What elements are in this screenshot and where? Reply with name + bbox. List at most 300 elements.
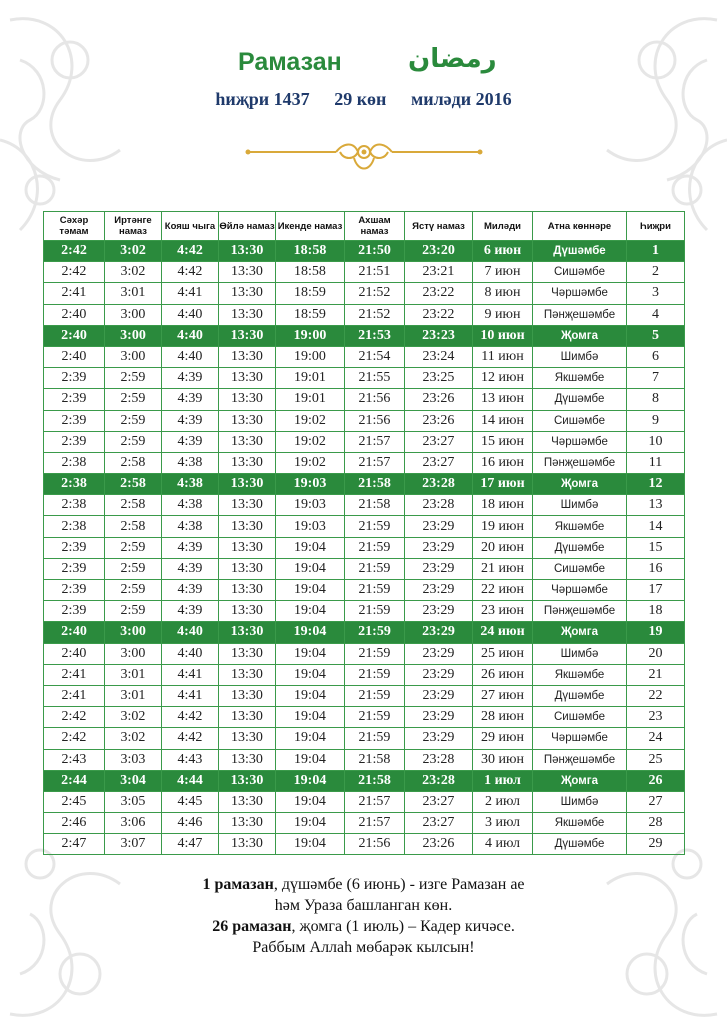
gregorian-date-cell: 6 июн [473, 241, 533, 262]
sahar-end-cell: 2:42 [44, 728, 105, 749]
morning-prayer-cell: 2:59 [105, 431, 162, 452]
hijri-day-cell: 15 [627, 537, 685, 558]
noon-prayer-cell: 13:30 [219, 325, 276, 346]
noon-prayer-cell: 13:30 [219, 368, 276, 389]
afternoon-prayer-cell: 19:03 [276, 474, 345, 495]
morning-prayer-cell: 2:59 [105, 558, 162, 579]
sunrise-cell: 4:40 [162, 325, 219, 346]
noon-prayer-cell: 13:30 [219, 431, 276, 452]
table-row [44, 431, 685, 452]
sahar-end-cell: 2:40 [44, 622, 105, 643]
evening-prayer-cell: 21:59 [345, 558, 405, 579]
hijri-day-cell: 18 [627, 601, 685, 622]
table-header-row [44, 212, 685, 241]
column-header: Сәхәр тәмам [44, 212, 105, 241]
evening-prayer-cell: 21:53 [345, 325, 405, 346]
noon-prayer-cell: 13:30 [219, 410, 276, 431]
sahar-end-cell: 2:41 [44, 685, 105, 706]
weekday-cell: Пәнҗешәмбе [533, 452, 627, 473]
night-prayer-cell: 23:29 [405, 707, 473, 728]
footer-line-2: һәм Ураза башланган көн. [274, 897, 453, 914]
sunrise-cell: 4:41 [162, 283, 219, 304]
gregorian-date-cell: 25 июн [473, 643, 533, 664]
evening-prayer-cell: 21:57 [345, 431, 405, 452]
morning-prayer-cell: 3:00 [105, 643, 162, 664]
weekday-cell: Дүшәмбе [533, 537, 627, 558]
weekday-cell: Дүшәмбе [533, 241, 627, 262]
table-row [44, 537, 685, 558]
sunrise-cell: 4:42 [162, 262, 219, 283]
title-arabic: رمضان [408, 44, 497, 74]
morning-prayer-cell: 2:58 [105, 474, 162, 495]
gregorian-date-cell: 12 июн [473, 368, 533, 389]
morning-prayer-cell: 2:59 [105, 368, 162, 389]
gregorian-date-cell: 23 июн [473, 601, 533, 622]
afternoon-prayer-cell: 19:01 [276, 368, 345, 389]
noon-prayer-cell: 13:30 [219, 558, 276, 579]
weekday-cell: Дүшәмбе [533, 685, 627, 706]
night-prayer-cell: 23:29 [405, 643, 473, 664]
afternoon-prayer-cell: 19:04 [276, 834, 345, 855]
afternoon-prayer-cell: 18:58 [276, 262, 345, 283]
morning-prayer-cell: 3:00 [105, 304, 162, 325]
gregorian-date-cell: 13 июн [473, 389, 533, 410]
sunrise-cell: 4:38 [162, 516, 219, 537]
sahar-end-cell: 2:39 [44, 558, 105, 579]
gold-divider-ornament [244, 138, 484, 180]
hijri-day-cell: 7 [627, 368, 685, 389]
evening-prayer-cell: 21:59 [345, 537, 405, 558]
sunrise-cell: 4:38 [162, 452, 219, 473]
hijri-day-cell: 2 [627, 262, 685, 283]
morning-prayer-cell: 3:04 [105, 770, 162, 791]
footer-bold-1: 1 рамазан [202, 876, 274, 893]
sahar-end-cell: 2:39 [44, 431, 105, 452]
table-row [44, 368, 685, 389]
night-prayer-cell: 23:29 [405, 728, 473, 749]
weekday-cell: Шимбә [533, 495, 627, 516]
sahar-end-cell: 2:39 [44, 601, 105, 622]
gregorian-date-cell: 1 июл [473, 770, 533, 791]
afternoon-prayer-cell: 19:04 [276, 728, 345, 749]
footer-line-4: Раббым Аллаһ мөбарәк кылсын! [252, 939, 475, 956]
weekday-cell: Сишәмбе [533, 558, 627, 579]
footer-note [0, 874, 727, 958]
sahar-end-cell: 2:39 [44, 410, 105, 431]
corner-ornament-top-right [567, 0, 727, 240]
evening-prayer-cell: 21:59 [345, 707, 405, 728]
weekday-cell: Якшәмбе [533, 516, 627, 537]
column-header: Өйлә намаз [219, 212, 276, 241]
evening-prayer-cell: 21:57 [345, 791, 405, 812]
hijri-year: һиҗри 1437 [215, 89, 310, 109]
gregorian-date-cell: 14 июн [473, 410, 533, 431]
afternoon-prayer-cell: 19:00 [276, 346, 345, 367]
afternoon-prayer-cell: 19:04 [276, 622, 345, 643]
evening-prayer-cell: 21:58 [345, 770, 405, 791]
night-prayer-cell: 23:28 [405, 495, 473, 516]
night-prayer-cell: 23:22 [405, 283, 473, 304]
noon-prayer-cell: 13:30 [219, 241, 276, 262]
night-prayer-cell: 23:27 [405, 452, 473, 473]
sunrise-cell: 4:40 [162, 304, 219, 325]
gregorian-date-cell: 24 июн [473, 622, 533, 643]
sahar-end-cell: 2:47 [44, 834, 105, 855]
subtitle [0, 89, 727, 110]
table-row-highlighted [44, 622, 685, 643]
title-row [0, 44, 727, 84]
night-prayer-cell: 23:29 [405, 685, 473, 706]
sunrise-cell: 4:38 [162, 474, 219, 495]
weekday-cell: Якшәмбе [533, 813, 627, 834]
weekday-cell: Җомга [533, 622, 627, 643]
weekday-cell: Сишәмбе [533, 262, 627, 283]
morning-prayer-cell: 2:58 [105, 452, 162, 473]
hijri-day-cell: 20 [627, 643, 685, 664]
noon-prayer-cell: 13:30 [219, 643, 276, 664]
sunrise-cell: 4:42 [162, 707, 219, 728]
hijri-day-cell: 27 [627, 791, 685, 812]
noon-prayer-cell: 13:30 [219, 283, 276, 304]
noon-prayer-cell: 13:30 [219, 580, 276, 601]
afternoon-prayer-cell: 18:59 [276, 283, 345, 304]
noon-prayer-cell: 13:30 [219, 537, 276, 558]
noon-prayer-cell: 13:30 [219, 304, 276, 325]
weekday-cell: Дүшәмбе [533, 834, 627, 855]
hijri-day-cell: 4 [627, 304, 685, 325]
sahar-end-cell: 2:40 [44, 304, 105, 325]
afternoon-prayer-cell: 19:04 [276, 749, 345, 770]
noon-prayer-cell: 13:30 [219, 474, 276, 495]
gregorian-date-cell: 22 июн [473, 580, 533, 601]
morning-prayer-cell: 2:58 [105, 495, 162, 516]
sunrise-cell: 4:43 [162, 749, 219, 770]
evening-prayer-cell: 21:54 [345, 346, 405, 367]
hijri-day-cell: 26 [627, 770, 685, 791]
sahar-end-cell: 2:38 [44, 474, 105, 495]
evening-prayer-cell: 21:57 [345, 813, 405, 834]
night-prayer-cell: 23:29 [405, 580, 473, 601]
morning-prayer-cell: 3:07 [105, 834, 162, 855]
noon-prayer-cell: 13:30 [219, 601, 276, 622]
noon-prayer-cell: 13:30 [219, 707, 276, 728]
weekday-cell: Пәнҗешәмбе [533, 749, 627, 770]
weekday-cell: Дүшәмбе [533, 389, 627, 410]
gregorian-date-cell: 17 июн [473, 474, 533, 495]
evening-prayer-cell: 21:59 [345, 664, 405, 685]
morning-prayer-cell: 3:03 [105, 749, 162, 770]
column-header: Иртәнге намаз [105, 212, 162, 241]
sunrise-cell: 4:47 [162, 834, 219, 855]
evening-prayer-cell: 21:59 [345, 643, 405, 664]
gregorian-date-cell: 18 июн [473, 495, 533, 516]
sunrise-cell: 4:40 [162, 346, 219, 367]
weekday-cell: Сишәмбе [533, 707, 627, 728]
gregorian-date-cell: 21 июн [473, 558, 533, 579]
hijri-day-cell: 10 [627, 431, 685, 452]
footer-line-1 [0, 874, 727, 895]
sahar-end-cell: 2:45 [44, 791, 105, 812]
sahar-end-cell: 2:40 [44, 325, 105, 346]
afternoon-prayer-cell: 19:04 [276, 685, 345, 706]
sahar-end-cell: 2:42 [44, 262, 105, 283]
afternoon-prayer-cell: 19:04 [276, 707, 345, 728]
sahar-end-cell: 2:39 [44, 389, 105, 410]
sahar-end-cell: 2:40 [44, 346, 105, 367]
table-row-highlighted [44, 325, 685, 346]
afternoon-prayer-cell: 19:04 [276, 770, 345, 791]
evening-prayer-cell: 21:52 [345, 283, 405, 304]
noon-prayer-cell: 13:30 [219, 452, 276, 473]
sahar-end-cell: 2:42 [44, 241, 105, 262]
evening-prayer-cell: 21:56 [345, 410, 405, 431]
afternoon-prayer-cell: 19:04 [276, 601, 345, 622]
afternoon-prayer-cell: 19:03 [276, 495, 345, 516]
evening-prayer-cell: 21:58 [345, 749, 405, 770]
sahar-end-cell: 2:38 [44, 452, 105, 473]
night-prayer-cell: 23:26 [405, 410, 473, 431]
morning-prayer-cell: 2:59 [105, 410, 162, 431]
morning-prayer-cell: 3:02 [105, 241, 162, 262]
afternoon-prayer-cell: 19:04 [276, 813, 345, 834]
gregorian-date-cell: 27 июн [473, 685, 533, 706]
table-body [44, 241, 685, 855]
table-row [44, 664, 685, 685]
gregorian-date-cell: 4 июл [473, 834, 533, 855]
sunrise-cell: 4:39 [162, 558, 219, 579]
column-header: Ахшам намаз [345, 212, 405, 241]
hijri-day-cell: 22 [627, 685, 685, 706]
morning-prayer-cell: 3:00 [105, 325, 162, 346]
evening-prayer-cell: 21:55 [345, 368, 405, 389]
sunrise-cell: 4:42 [162, 728, 219, 749]
morning-prayer-cell: 3:02 [105, 262, 162, 283]
table-row [44, 643, 685, 664]
table-row-highlighted [44, 770, 685, 791]
sahar-end-cell: 2:38 [44, 495, 105, 516]
sahar-end-cell: 2:42 [44, 707, 105, 728]
table-row [44, 516, 685, 537]
table-row [44, 791, 685, 812]
gregorian-date-cell: 20 июн [473, 537, 533, 558]
table-row [44, 304, 685, 325]
hijri-day-cell: 16 [627, 558, 685, 579]
column-header: Атна көннәре [533, 212, 627, 241]
sahar-end-cell: 2:39 [44, 368, 105, 389]
corner-ornament-top-left [0, 0, 160, 240]
weekday-cell: Шимбә [533, 346, 627, 367]
gregorian-date-cell: 9 июн [473, 304, 533, 325]
sunrise-cell: 4:39 [162, 389, 219, 410]
sunrise-cell: 4:46 [162, 813, 219, 834]
night-prayer-cell: 23:27 [405, 791, 473, 812]
weekday-cell: Җомга [533, 474, 627, 495]
hijri-day-cell: 23 [627, 707, 685, 728]
hijri-day-cell: 13 [627, 495, 685, 516]
table-row-highlighted [44, 474, 685, 495]
noon-prayer-cell: 13:30 [219, 262, 276, 283]
sahar-end-cell: 2:38 [44, 516, 105, 537]
sahar-end-cell: 2:41 [44, 283, 105, 304]
weekday-cell: Сишәмбе [533, 410, 627, 431]
gregorian-date-cell: 29 июн [473, 728, 533, 749]
footer-text-1: , дүшәмбе (6 июнь) - изге Рамазан ае [273, 876, 525, 893]
afternoon-prayer-cell: 19:04 [276, 558, 345, 579]
hijri-day-cell: 21 [627, 664, 685, 685]
sahar-end-cell: 2:39 [44, 537, 105, 558]
weekday-cell: Якшәмбе [533, 664, 627, 685]
sunrise-cell: 4:41 [162, 664, 219, 685]
hijri-day-cell: 6 [627, 346, 685, 367]
evening-prayer-cell: 21:56 [345, 389, 405, 410]
morning-prayer-cell: 2:59 [105, 580, 162, 601]
night-prayer-cell: 23:26 [405, 389, 473, 410]
sahar-end-cell: 2:43 [44, 749, 105, 770]
sunrise-cell: 4:40 [162, 622, 219, 643]
morning-prayer-cell: 2:58 [105, 516, 162, 537]
noon-prayer-cell: 13:30 [219, 770, 276, 791]
noon-prayer-cell: 13:30 [219, 728, 276, 749]
sunrise-cell: 4:39 [162, 368, 219, 389]
sunrise-cell: 4:39 [162, 410, 219, 431]
hijri-day-cell: 25 [627, 749, 685, 770]
title-cyrillic: Рамазан [238, 48, 342, 76]
table-row [44, 558, 685, 579]
afternoon-prayer-cell: 19:03 [276, 516, 345, 537]
gregorian-date-cell: 8 июн [473, 283, 533, 304]
weekday-cell: Якшәмбе [533, 368, 627, 389]
morning-prayer-cell: 3:05 [105, 791, 162, 812]
column-header: Һиҗри [627, 212, 685, 241]
sunrise-cell: 4:41 [162, 685, 219, 706]
table-row [44, 728, 685, 749]
sahar-end-cell: 2:44 [44, 770, 105, 791]
night-prayer-cell: 23:28 [405, 474, 473, 495]
afternoon-prayer-cell: 19:04 [276, 643, 345, 664]
noon-prayer-cell: 13:30 [219, 346, 276, 367]
gregorian-date-cell: 10 июн [473, 325, 533, 346]
evening-prayer-cell: 21:51 [345, 262, 405, 283]
sunrise-cell: 4:39 [162, 580, 219, 601]
evening-prayer-cell: 21:59 [345, 728, 405, 749]
night-prayer-cell: 23:20 [405, 241, 473, 262]
evening-prayer-cell: 21:59 [345, 601, 405, 622]
morning-prayer-cell: 3:01 [105, 664, 162, 685]
gregorian-year: миләди 2016 [410, 89, 512, 109]
weekday-cell: Җомга [533, 325, 627, 346]
weekday-cell: Чәршәмбе [533, 728, 627, 749]
hijri-day-cell: 24 [627, 728, 685, 749]
table-row [44, 283, 685, 304]
evening-prayer-cell: 21:50 [345, 241, 405, 262]
night-prayer-cell: 23:29 [405, 516, 473, 537]
morning-prayer-cell: 3:00 [105, 346, 162, 367]
night-prayer-cell: 23:29 [405, 537, 473, 558]
sahar-end-cell: 2:46 [44, 813, 105, 834]
evening-prayer-cell: 21:58 [345, 495, 405, 516]
sahar-end-cell: 2:41 [44, 664, 105, 685]
night-prayer-cell: 23:27 [405, 813, 473, 834]
morning-prayer-cell: 2:59 [105, 389, 162, 410]
afternoon-prayer-cell: 19:01 [276, 389, 345, 410]
afternoon-prayer-cell: 19:04 [276, 664, 345, 685]
night-prayer-cell: 23:29 [405, 622, 473, 643]
table-row-highlighted [44, 241, 685, 262]
noon-prayer-cell: 13:30 [219, 834, 276, 855]
gregorian-date-cell: 26 июн [473, 664, 533, 685]
footer-line-3 [0, 916, 727, 937]
evening-prayer-cell: 21:59 [345, 580, 405, 601]
noon-prayer-cell: 13:30 [219, 685, 276, 706]
noon-prayer-cell: 13:30 [219, 389, 276, 410]
noon-prayer-cell: 13:30 [219, 622, 276, 643]
night-prayer-cell: 23:24 [405, 346, 473, 367]
morning-prayer-cell: 2:59 [105, 601, 162, 622]
noon-prayer-cell: 13:30 [219, 749, 276, 770]
table-row [44, 685, 685, 706]
afternoon-prayer-cell: 19:04 [276, 791, 345, 812]
gregorian-date-cell: 3 июл [473, 813, 533, 834]
table-row [44, 749, 685, 770]
night-prayer-cell: 23:27 [405, 431, 473, 452]
afternoon-prayer-cell: 19:00 [276, 325, 345, 346]
noon-prayer-cell: 13:30 [219, 495, 276, 516]
afternoon-prayer-cell: 18:59 [276, 304, 345, 325]
hijri-day-cell: 29 [627, 834, 685, 855]
gregorian-date-cell: 16 июн [473, 452, 533, 473]
sunrise-cell: 4:44 [162, 770, 219, 791]
sunrise-cell: 4:38 [162, 495, 219, 516]
night-prayer-cell: 23:29 [405, 558, 473, 579]
column-header: Кояш чыга [162, 212, 219, 241]
hijri-day-cell: 19 [627, 622, 685, 643]
table-row [44, 452, 685, 473]
gregorian-date-cell: 7 июн [473, 262, 533, 283]
table-row [44, 601, 685, 622]
hijri-day-cell: 17 [627, 580, 685, 601]
noon-prayer-cell: 13:30 [219, 664, 276, 685]
afternoon-prayer-cell: 19:04 [276, 537, 345, 558]
night-prayer-cell: 23:25 [405, 368, 473, 389]
night-prayer-cell: 23:28 [405, 749, 473, 770]
gregorian-date-cell: 11 июн [473, 346, 533, 367]
hijri-day-cell: 3 [627, 283, 685, 304]
evening-prayer-cell: 21:57 [345, 452, 405, 473]
night-prayer-cell: 23:26 [405, 834, 473, 855]
morning-prayer-cell: 3:02 [105, 707, 162, 728]
weekday-cell: Җомга [533, 770, 627, 791]
afternoon-prayer-cell: 19:02 [276, 431, 345, 452]
days-count: 29 көн [334, 89, 387, 109]
evening-prayer-cell: 21:58 [345, 474, 405, 495]
evening-prayer-cell: 21:59 [345, 516, 405, 537]
sunrise-cell: 4:45 [162, 791, 219, 812]
night-prayer-cell: 23:29 [405, 664, 473, 685]
weekday-cell: Чәршәмбе [533, 580, 627, 601]
table-row [44, 346, 685, 367]
afternoon-prayer-cell: 19:02 [276, 410, 345, 431]
sunrise-cell: 4:40 [162, 643, 219, 664]
night-prayer-cell: 23:23 [405, 325, 473, 346]
evening-prayer-cell: 21:56 [345, 834, 405, 855]
sunrise-cell: 4:39 [162, 601, 219, 622]
column-header: Миләди [473, 212, 533, 241]
noon-prayer-cell: 13:30 [219, 516, 276, 537]
weekday-cell: Пәнҗешәмбе [533, 601, 627, 622]
weekday-cell: Чәршәмбе [533, 283, 627, 304]
table-row [44, 707, 685, 728]
sunrise-cell: 4:42 [162, 241, 219, 262]
